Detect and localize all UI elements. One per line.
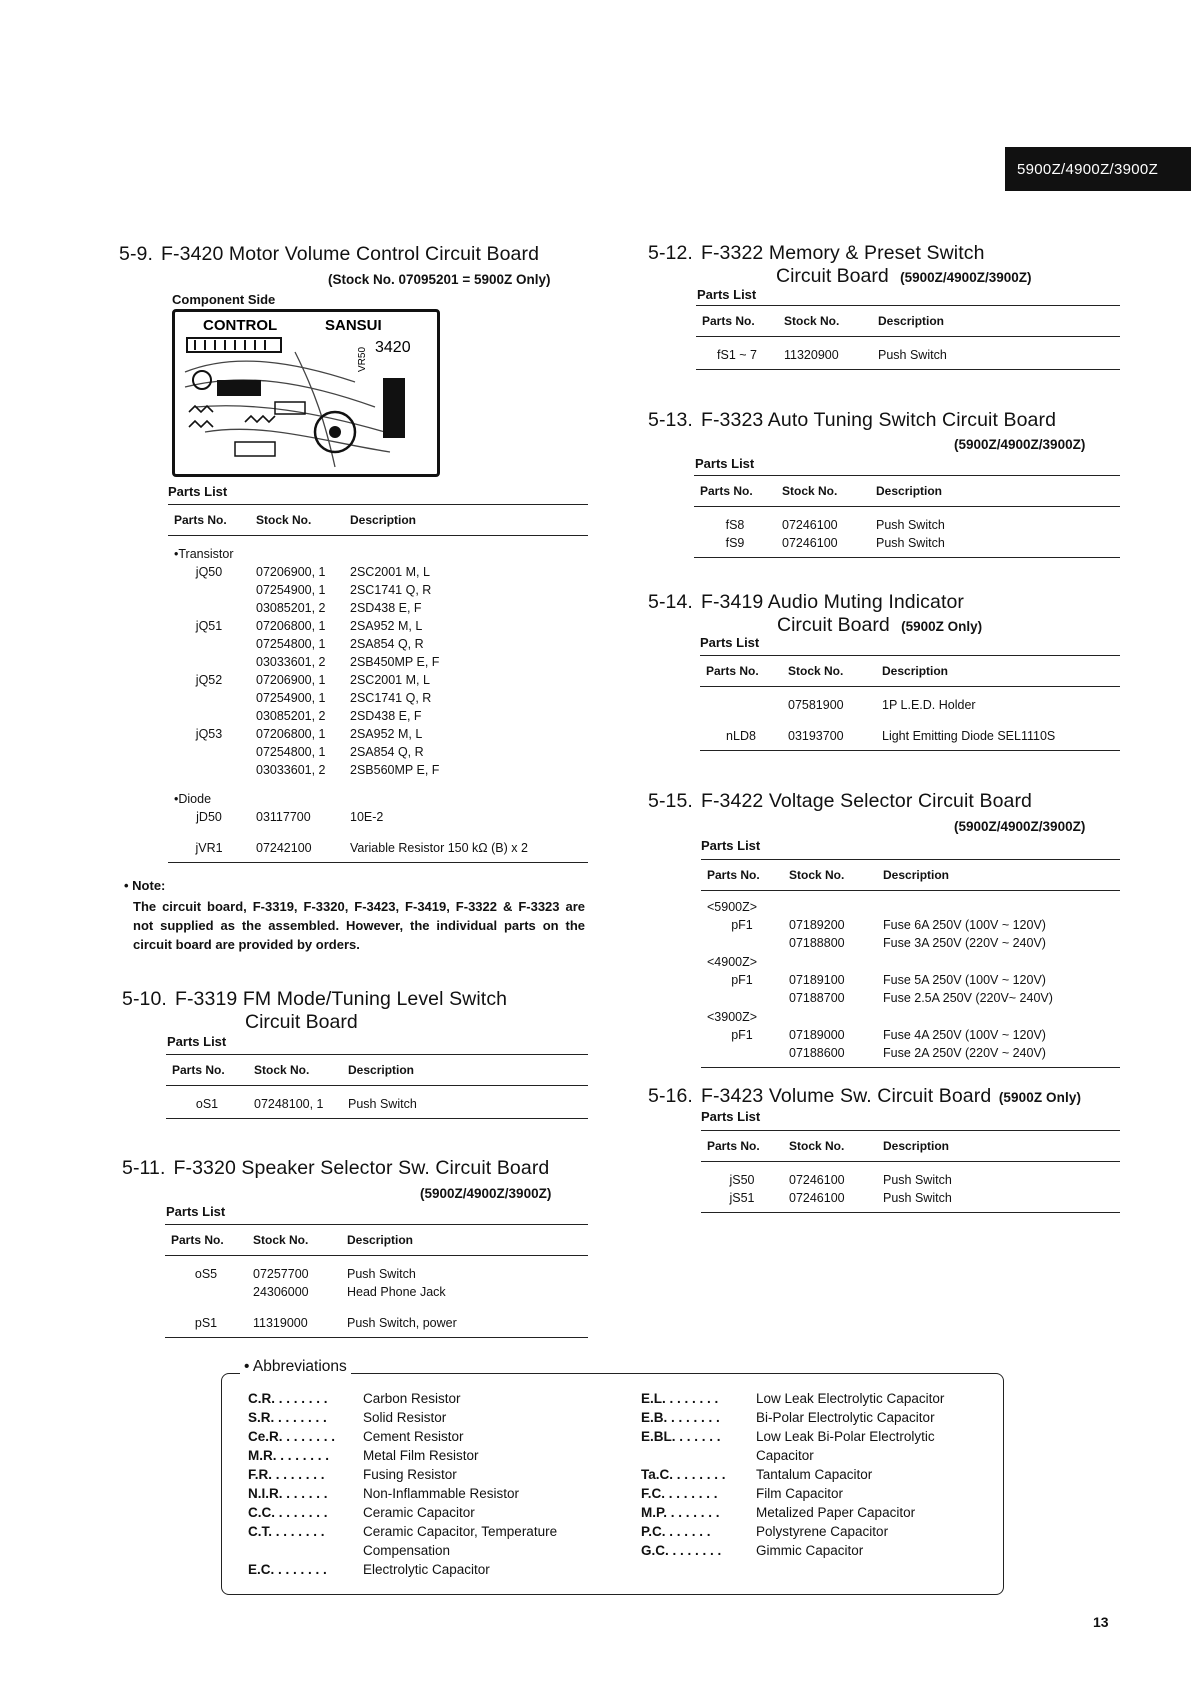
col-header: Description: [876, 656, 1120, 687]
description-cell: Fuse 4A 250V (100V ~ 120V): [883, 1028, 1046, 1042]
abbreviation-key: M.R. . . . . . . .: [248, 1448, 330, 1463]
parts-list-label: Parts List: [166, 1204, 226, 1219]
table-row: [168, 563, 588, 581]
part-no-cell: nLD8: [700, 714, 782, 751]
stock-no-cell: 11319000: [247, 1301, 341, 1338]
part-no-cell: [701, 1044, 783, 1068]
stock-no-cell: 07254800, 1: [256, 745, 326, 759]
abbreviations-title: • Abbreviations: [240, 1358, 351, 1376]
col-header: Description: [872, 306, 1120, 337]
model-group-label: <5900Z>: [707, 900, 758, 914]
part-no-cell: [700, 687, 782, 715]
abbreviation-meaning: Metal Film Resistor: [363, 1448, 479, 1463]
stock-no-cell: 07246100: [782, 518, 838, 532]
part-no-cell: [165, 1283, 247, 1301]
description-cell: 2SA854 Q, R: [350, 637, 424, 651]
section-title-text: F-3323 Auto Tuning Switch Circuit Board: [700, 409, 1057, 431]
note-text: The circuit board, F-3319, F-3320, F-3423, F-3419, F-3322 & F-3323 are not supplied as the assembled. However, the individual parts on the circuit board are provided by orders.: [133, 899, 585, 952]
abbreviation-meaning: Polystyrene Capacitor: [756, 1524, 889, 1539]
abbreviation-meaning: Low Leak Bi-Polar Electrolytic: [756, 1429, 935, 1444]
parts-list-label: Parts List: [701, 1109, 761, 1124]
abbreviation-entry: [248, 1560, 557, 1579]
description-cell: Push Switch: [883, 1173, 952, 1187]
abbreviation-meaning: Compensation: [363, 1543, 451, 1558]
pcb-pot-shaft: [329, 426, 341, 438]
abbreviation-entry: [641, 1503, 944, 1522]
stock-note: (Stock No. 07095201 = 5900Z Only): [328, 272, 551, 287]
abbreviation-key: Ta.C. . . . . . . .: [641, 1467, 726, 1482]
part-no-cell: jS50: [729, 1173, 755, 1187]
col-header: Description: [877, 860, 1120, 891]
part-no-cell: fS8: [725, 518, 745, 532]
section-number: 5-12.: [648, 242, 693, 264]
part-no-cell: [168, 653, 250, 671]
part-no-cell: pF1: [731, 1028, 753, 1042]
pcb-component: [193, 371, 211, 389]
section-title-line2: Circuit Board: [245, 1011, 358, 1033]
abbreviation-meaning: Film Capacitor: [756, 1486, 844, 1501]
parts-list-label: Parts List: [168, 484, 228, 499]
section-title-text: F-3319 FM Mode/Tuning Level Switch: [174, 988, 508, 1010]
models-note: (5900Z/4900Z/3900Z): [900, 270, 1032, 285]
description-cell: Push Switch: [872, 337, 1120, 370]
stock-no-cell: 03033601, 2: [256, 763, 326, 777]
table-row: [700, 714, 1120, 751]
description-cell: Fuse 2A 250V (220V ~ 240V): [877, 1044, 1120, 1068]
parts-table-5-10: [166, 1054, 588, 1119]
table-row: [701, 989, 1120, 1007]
abbreviation-key: N.I.R. . . . . . .: [248, 1486, 328, 1501]
table-row: [701, 1044, 1120, 1068]
stock-no-cell: 07189100: [789, 973, 845, 987]
page-number: 13: [1093, 1614, 1109, 1630]
part-no-cell: pS1: [165, 1301, 247, 1338]
pcb-connector: [383, 378, 405, 438]
stock-no-cell: 24306000: [253, 1285, 309, 1299]
table-row: [700, 687, 1120, 715]
stock-no-cell: 07206800, 1: [256, 727, 326, 741]
abbreviation-key: C.C. . . . . . . .: [248, 1505, 328, 1520]
section-title-text: F-3420 Motor Volume Control Circuit Board: [161, 243, 540, 265]
section-number: 5-14.: [648, 591, 693, 613]
description-cell: 2SD438 E, F: [350, 709, 422, 723]
stock-no-cell: 07188800: [789, 936, 845, 950]
section-number: 5-13.: [648, 409, 693, 431]
table-row: [168, 689, 588, 707]
parts-list-label: Parts List: [700, 635, 760, 650]
part-no-cell: [168, 689, 250, 707]
stock-no-cell: 03193700: [782, 714, 876, 751]
abbreviation-meaning: Tantalum Capacitor: [756, 1467, 873, 1482]
abbreviation-entry: [248, 1541, 557, 1560]
stock-no-cell: 03117700: [256, 810, 311, 824]
section-5-13-title: [648, 409, 1056, 432]
col-header: Parts No.: [168, 505, 250, 536]
section-number: 5-10.: [122, 988, 167, 1010]
section-title-line2: [776, 265, 1031, 288]
description-cell: Light Emitting Diode SEL1110S: [876, 714, 1120, 751]
parts-table-5-14: [700, 655, 1120, 751]
part-no-cell: pF1: [731, 918, 753, 932]
description-cell: 2SB560MP E, F: [350, 763, 440, 777]
component-side-label: Component Side: [172, 292, 276, 307]
stock-no-cell: 07189200: [789, 918, 845, 932]
abbreviation-entry: [248, 1446, 557, 1465]
pcb-artwork: [175, 312, 437, 474]
description-cell: Push Switch: [870, 534, 1120, 558]
abbreviation-entry: [641, 1484, 944, 1503]
abbreviation-entry: [248, 1503, 557, 1522]
section-title-text: F-3419 Audio Muting Indicator: [700, 591, 965, 613]
abbreviation-key: F.C. . . . . . . .: [641, 1486, 718, 1501]
table-row: [701, 971, 1120, 989]
part-no-cell: jD50: [196, 810, 222, 824]
stock-no-cell: 03033601, 2: [256, 655, 326, 669]
table-row: [701, 934, 1120, 952]
abbreviation-key: G.C. . . . . . . .: [641, 1543, 722, 1558]
description-cell: 10E-2: [350, 810, 384, 824]
stock-no-cell: 07254900, 1: [256, 583, 326, 597]
transistor-group-label: •Transistor: [174, 547, 234, 561]
table-row: [168, 581, 588, 599]
table-row: [168, 707, 588, 725]
part-no-cell: [701, 934, 783, 952]
pcb-label-control: CONTROL: [203, 317, 278, 334]
abbreviation-entry: [641, 1465, 944, 1484]
col-header: Stock No.: [782, 656, 876, 687]
description-cell: 1P L.E.D. Holder: [882, 698, 976, 712]
col-header: Stock No.: [247, 1225, 341, 1256]
description-cell: 2SD438 E, F: [350, 601, 422, 615]
table-row: [165, 1283, 588, 1301]
description-cell: Fuse 5A 250V (100V ~ 120V): [883, 973, 1046, 987]
section-number: 5-9.: [119, 243, 154, 265]
part-no-cell: [168, 743, 250, 761]
table-row: [165, 1301, 588, 1338]
table-row: [168, 653, 588, 671]
col-header: Parts No.: [165, 1225, 247, 1256]
model-group-label: <4900Z>: [707, 955, 758, 969]
table-row: [701, 1189, 1120, 1213]
abbreviation-entry: [248, 1427, 557, 1446]
abbreviation-meaning: Electrolytic Capacitor: [363, 1562, 490, 1577]
section-title-text: F-3422 Voltage Selector Circuit Board: [700, 790, 1032, 812]
abbreviation-entry: [248, 1465, 557, 1484]
abbreviation-entry: [641, 1389, 944, 1408]
table-row: [701, 1162, 1120, 1190]
description-cell: Push Switch: [876, 518, 945, 532]
group-row: [701, 1007, 1120, 1026]
part-no-cell: [168, 707, 250, 725]
group-row: [168, 779, 588, 808]
table-row: [694, 534, 1120, 558]
pcb-switch-pins: [195, 340, 265, 350]
abbreviation-key: Ce.R. . . . . . . .: [248, 1429, 336, 1444]
pcb-diagram: [172, 309, 440, 477]
stock-no-cell: 07188600: [783, 1044, 877, 1068]
part-no-cell: [168, 761, 250, 779]
col-header: Stock No.: [778, 306, 872, 337]
models-note: (5900Z Only): [901, 619, 983, 634]
models-note: (5900Z/4900Z/3900Z): [954, 819, 1086, 834]
stock-no-cell: 07206800, 1: [256, 619, 326, 633]
part-no-cell: [168, 635, 250, 653]
col-header: Parts No.: [694, 476, 776, 507]
abbreviation-key: E.C. . . . . . . .: [248, 1562, 327, 1577]
description-cell: 2SA952 M, L: [350, 727, 423, 741]
col-header: Stock No.: [783, 860, 877, 891]
table-row: [168, 635, 588, 653]
abbreviation-meaning: Non-Inflammable Resistor: [363, 1486, 520, 1501]
table-row: [168, 617, 588, 635]
pcb-resistors: [189, 406, 275, 427]
description-cell: Fuse 2.5A 250V (220V~ 240V): [883, 991, 1053, 1005]
section-5-11-title: [122, 1157, 549, 1180]
description-cell: 2SB450MP E, F: [350, 655, 440, 669]
col-header: Stock No.: [250, 505, 344, 536]
group-row: [701, 891, 1120, 917]
description-cell: 2SC2001 M, L: [350, 565, 430, 579]
pcb-label-board: 3420: [375, 339, 411, 356]
models-note: (5900Z/4900Z/3900Z): [954, 437, 1086, 452]
abbreviation-entry: [641, 1427, 944, 1446]
section-number: 5-11.: [122, 1157, 166, 1179]
abbreviation-meaning: Bi-Polar Electrolytic Capacitor: [756, 1410, 935, 1425]
col-header: Stock No.: [776, 476, 870, 507]
stock-no-cell: 07246100: [776, 534, 870, 558]
abbreviation-key: C.T. . . . . . . .: [248, 1524, 325, 1539]
col-header: Description: [344, 505, 588, 536]
abbreviation-key: E.B. . . . . . . .: [641, 1410, 720, 1425]
section-title-line2: [777, 614, 982, 637]
parts-table-5-9: [168, 504, 588, 863]
models-note: (5900Z/4900Z/3900Z): [420, 1186, 552, 1201]
description-cell: Push Switch: [342, 1086, 588, 1119]
group-row: [168, 536, 588, 564]
table-row: [166, 1086, 588, 1119]
table-row: [168, 743, 588, 761]
stock-no-cell: 07206900, 1: [256, 565, 326, 579]
parts-list-label: Parts List: [167, 1034, 227, 1049]
parts-table-5-12: [696, 305, 1120, 370]
stock-no-cell: 07248100, 1: [248, 1086, 342, 1119]
table-row: [696, 337, 1120, 370]
abbreviation-entry: [641, 1541, 944, 1560]
col-header: Description: [341, 1225, 588, 1256]
abbreviation-meaning: Capacitor: [756, 1448, 814, 1463]
abbreviation-meaning: Cement Resistor: [363, 1429, 464, 1444]
stock-no-cell: 07206900, 1: [256, 673, 326, 687]
section-5-15-title: [648, 790, 1032, 813]
table-row: [168, 671, 588, 689]
col-header: Parts No.: [701, 860, 783, 891]
description-cell: Fuse 6A 250V (100V ~ 120V): [883, 918, 1046, 932]
abbreviation-meaning: Ceramic Capacitor: [363, 1505, 475, 1520]
abbreviation-key: F.R. . . . . . . .: [248, 1467, 325, 1482]
stock-no-cell: 07254800, 1: [256, 637, 326, 651]
model-badge: 5900Z/4900Z/3900Z: [1005, 147, 1191, 191]
section-number: 5-16.: [648, 1085, 693, 1107]
section-title-text: F-3423 Volume Sw. Circuit Board: [700, 1085, 992, 1107]
stock-no-cell: 03085201, 2: [256, 709, 326, 723]
section-title-cont: Circuit Board: [776, 265, 889, 287]
table-row: [701, 1026, 1120, 1044]
part-no-cell: jQ50: [195, 565, 223, 579]
description-cell: Fuse 3A 250V (220V ~ 240V): [883, 936, 1046, 950]
section-title-text: F-3320 Speaker Selector Sw. Circuit Board: [173, 1157, 550, 1179]
col-header: Description: [877, 1131, 1120, 1162]
stock-no-cell: 07242100: [250, 826, 344, 863]
col-header: Parts No.: [696, 306, 778, 337]
parts-table-5-15: [701, 859, 1120, 1068]
abbreviations-right-column: [641, 1389, 944, 1560]
col-header: Parts No.: [701, 1131, 783, 1162]
abbreviation-key: C.R. . . . . . . .: [248, 1391, 328, 1406]
models-note: (5900Z Only): [998, 1090, 1082, 1105]
part-no-cell: [168, 599, 250, 617]
col-header: Description: [342, 1055, 588, 1086]
abbreviation-meaning: Ceramic Capacitor, Temperature: [363, 1524, 558, 1539]
table-row: [168, 725, 588, 743]
table-row: [168, 761, 588, 779]
stock-no-cell: 07188700: [789, 991, 845, 1005]
parts-list-label: Parts List: [701, 838, 761, 853]
part-no-cell: [168, 581, 250, 599]
description-cell: 2SA952 M, L: [350, 619, 423, 633]
section-5-16-title: [648, 1085, 1081, 1108]
table-row: [168, 808, 588, 826]
part-no-cell: jQ51: [195, 619, 223, 633]
abbreviation-entry: [248, 1408, 557, 1427]
diode-group-label: •Diode: [174, 792, 212, 806]
stock-no-cell: 07246100: [783, 1189, 877, 1213]
stock-no-cell: 07257700: [253, 1267, 309, 1281]
col-header: Parts No.: [700, 656, 782, 687]
parts-table-5-16: [701, 1130, 1120, 1213]
abbreviation-meaning: Fusing Resistor: [363, 1467, 457, 1482]
part-no-cell: jQ53: [195, 727, 223, 741]
part-no-cell: [701, 989, 783, 1007]
stock-no-cell: 03085201, 2: [256, 601, 326, 615]
description-cell: Head Phone Jack: [347, 1285, 446, 1299]
part-no-cell: fS1 ~ 7: [696, 337, 778, 370]
section-title-text: F-3322 Memory & Preset Switch: [700, 242, 985, 264]
part-no-cell: fS9: [694, 534, 776, 558]
table-row: [165, 1256, 588, 1284]
description-cell: 2SA854 Q, R: [350, 745, 424, 759]
abbreviation-entry: [248, 1389, 557, 1408]
table-row: [168, 826, 588, 863]
col-header: Parts No.: [166, 1055, 248, 1086]
section-title-cont: Circuit Board: [777, 614, 890, 636]
abbreviation-entry: [641, 1446, 944, 1465]
stock-no-cell: 07254900, 1: [256, 691, 326, 705]
stock-no-cell: 07189000: [789, 1028, 845, 1042]
parts-table-5-11: [165, 1224, 588, 1338]
parts-list-label: Parts List: [695, 456, 755, 471]
table-row: [701, 916, 1120, 934]
section-5-9-title: [119, 243, 539, 266]
part-no-cell: jQ52: [195, 673, 223, 687]
col-header: Description: [870, 476, 1120, 507]
abbreviation-key: E.BL. . . . . . .: [641, 1429, 721, 1444]
section-5-12-title: [648, 242, 985, 265]
abbreviation-entry: [248, 1522, 557, 1541]
abbreviation-entry: [248, 1484, 557, 1503]
table-row: [168, 599, 588, 617]
abbreviation-meaning: Low Leak Electrolytic Capacitor: [756, 1391, 945, 1406]
abbreviation-key: M.P. . . . . . . .: [641, 1505, 720, 1520]
description-cell: Push Switch, power: [341, 1301, 588, 1338]
description-cell: Push Switch: [347, 1267, 416, 1281]
table-row: [694, 507, 1120, 535]
abbreviation-key: S.R. . . . . . . .: [248, 1410, 327, 1425]
col-header: Stock No.: [783, 1131, 877, 1162]
abbreviation-key: P.C. . . . . . .: [641, 1524, 711, 1539]
col-header: Stock No.: [248, 1055, 342, 1086]
section-5-14-title: [648, 591, 964, 614]
abbreviation-meaning: Carbon Resistor: [363, 1391, 461, 1406]
abbreviation-meaning: Metalized Paper Capacitor: [756, 1505, 916, 1520]
note-heading: • Note:: [124, 878, 166, 893]
section-number: 5-15.: [648, 790, 693, 812]
part-no-cell: oS5: [194, 1267, 218, 1281]
abbreviation-entry: [641, 1408, 944, 1427]
section-5-10-title: [122, 988, 507, 1011]
stock-no-cell: 07581900: [788, 698, 844, 712]
parts-table-5-13: [694, 475, 1120, 558]
part-no-cell: oS1: [166, 1086, 248, 1119]
parts-list-label: Parts List: [697, 287, 757, 302]
pcb-diode: [235, 442, 275, 456]
abbreviation-key: E.L. . . . . . . .: [641, 1391, 719, 1406]
description-cell: 2SC1741 Q, R: [350, 691, 432, 705]
part-no-cell: pF1: [731, 973, 753, 987]
stock-no-cell: 11320900: [778, 337, 872, 370]
stock-no-cell: 07246100: [789, 1173, 845, 1187]
part-no-cell: jVR1: [168, 826, 250, 863]
abbreviation-meaning: Solid Resistor: [363, 1410, 447, 1425]
model-group-label: <3900Z>: [707, 1010, 758, 1024]
part-no-cell: jS51: [701, 1189, 783, 1213]
description-cell: 2SC1741 Q, R: [350, 583, 432, 597]
description-cell: 2SC2001 M, L: [350, 673, 430, 687]
abbreviation-entry: [641, 1522, 944, 1541]
abbreviation-meaning: Gimmic Capacitor: [756, 1543, 864, 1558]
pcb-label-brand: SANSUI: [325, 317, 382, 334]
pcb-label-vr: VR50: [357, 346, 368, 372]
group-row: [701, 952, 1120, 971]
abbreviations-left-column: [248, 1389, 557, 1579]
pcb-ic: [217, 380, 261, 396]
description-cell: Push Switch: [877, 1189, 1120, 1213]
description-cell: Variable Resistor 150 kΩ (B) x 2: [344, 826, 588, 863]
